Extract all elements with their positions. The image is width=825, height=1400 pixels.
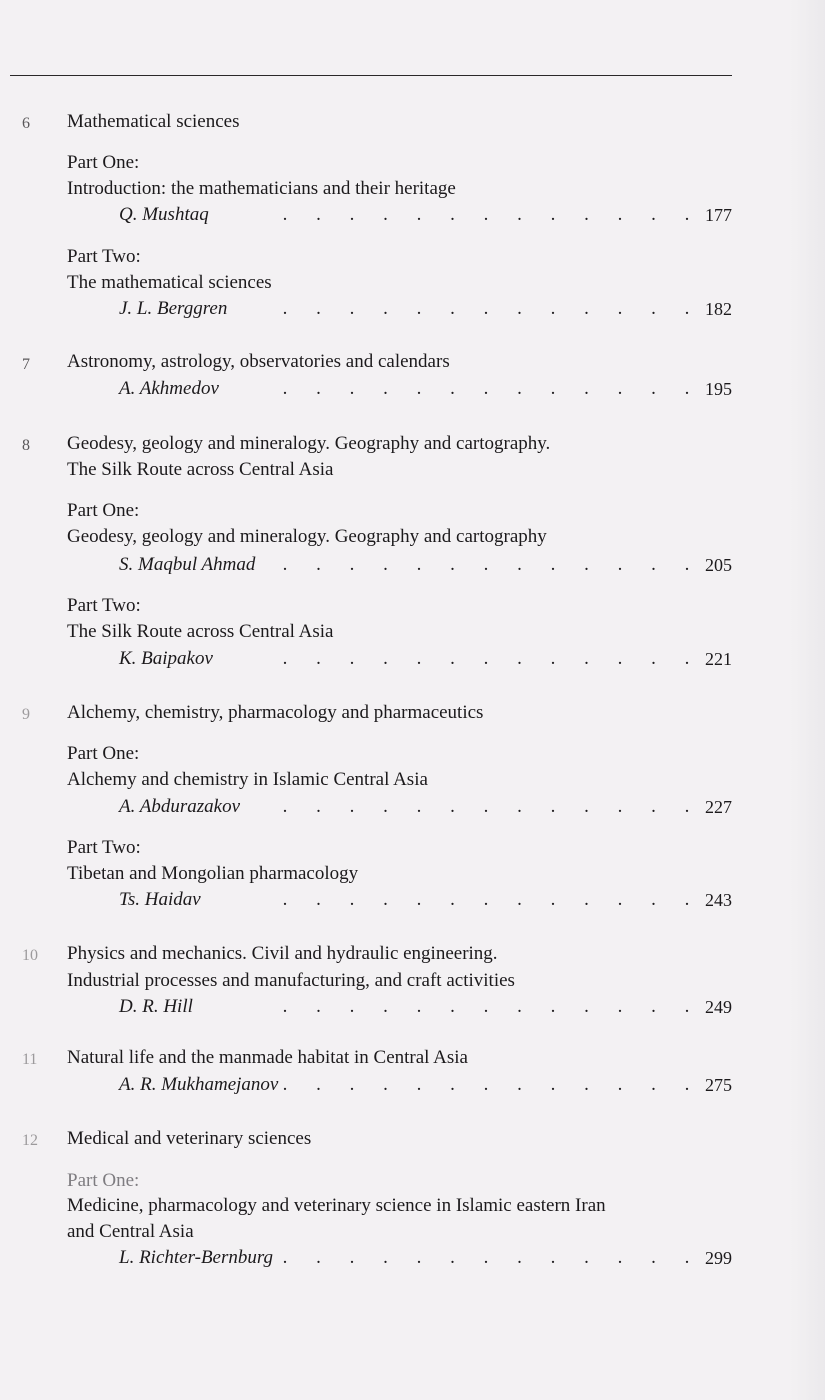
author: A. Abdurazakov xyxy=(119,796,241,817)
top-rule xyxy=(10,75,732,76)
leader-dots xyxy=(242,1073,692,1097)
leader-dot: . xyxy=(684,378,690,399)
leader-dot: . xyxy=(450,796,455,817)
leader-dot: . xyxy=(483,796,489,817)
leader-dot: . xyxy=(684,1074,690,1095)
leader-dot: . xyxy=(617,1074,623,1095)
leader-dot: . xyxy=(282,648,288,669)
leader-dot: . xyxy=(617,204,623,225)
leader-dot: . xyxy=(450,648,455,669)
leader-dot: . xyxy=(584,996,589,1017)
leader-dot: . xyxy=(617,378,623,399)
leader-dot: . xyxy=(483,378,489,399)
chapter-number: 6 xyxy=(22,115,30,132)
leader-dot: . xyxy=(617,554,623,575)
leader-dot: . xyxy=(316,1247,321,1268)
chapter-title-line-1: Physics and mechanics. Civil and hydraulic engineering. xyxy=(67,943,498,964)
leader-dot: . xyxy=(416,996,422,1017)
page-number: 299 xyxy=(705,1248,732,1268)
author: Ts. Haidav xyxy=(119,889,201,910)
leader-dot: . xyxy=(416,554,422,575)
leader-dot: . xyxy=(349,378,355,399)
leader-dot: . xyxy=(282,889,288,910)
part-label: Part One: xyxy=(67,152,140,173)
author: A. R. Mukhamejanov xyxy=(119,1074,279,1095)
leader-dot: . xyxy=(483,648,489,669)
page-number: 205 xyxy=(705,555,732,575)
leader-dot: . xyxy=(651,298,656,319)
part-label: Part Two: xyxy=(67,837,141,858)
leader-dot: . xyxy=(282,996,288,1017)
leader-dot: . xyxy=(584,796,589,817)
leader-dot: . xyxy=(483,204,489,225)
leader-dot: . xyxy=(483,1247,489,1268)
chapter-title: Natural life and the manmade habitat in Central Asia xyxy=(67,1047,468,1068)
leader-dot: . xyxy=(617,996,623,1017)
leader-dots xyxy=(242,888,692,912)
leader-dot: . xyxy=(450,378,455,399)
leader-dots xyxy=(242,377,692,401)
leader-dot: . xyxy=(517,204,522,225)
chapter-number: 9 xyxy=(22,706,30,723)
leader-dot: . xyxy=(316,796,321,817)
page-number: 195 xyxy=(705,379,732,399)
leader-dots xyxy=(242,1246,692,1270)
leader-dot: . xyxy=(550,889,556,910)
leader-dot: . xyxy=(584,298,589,319)
leader-dot: . xyxy=(416,889,422,910)
leader-dot: . xyxy=(651,996,656,1017)
leader-dot: . xyxy=(684,796,690,817)
leader-dot: . xyxy=(617,1247,623,1268)
leader-dot: . xyxy=(651,204,656,225)
leader-dot: . xyxy=(450,554,455,575)
leader-dot: . xyxy=(584,889,589,910)
leader-dot: . xyxy=(416,1247,422,1268)
leader-dot: . xyxy=(349,889,355,910)
chapter-title: Alchemy, chemistry, pharmacology and pharmaceutics xyxy=(67,702,484,723)
leader-dot: . xyxy=(450,1247,455,1268)
leader-dot: . xyxy=(651,796,656,817)
leader-dot: . xyxy=(450,996,455,1017)
leader-dot: . xyxy=(316,1074,321,1095)
leader-dot: . xyxy=(584,554,589,575)
chapter-number: 12 xyxy=(22,1132,38,1149)
leader-dot: . xyxy=(416,204,422,225)
leader-dot: . xyxy=(349,1074,355,1095)
leader-dot: . xyxy=(383,1247,388,1268)
leader-dot: . xyxy=(517,554,522,575)
leader-dot: . xyxy=(517,1074,522,1095)
leader-dot: . xyxy=(416,298,422,319)
leader-dot: . xyxy=(349,1247,355,1268)
leader-dot: . xyxy=(316,648,321,669)
chapter-number: 7 xyxy=(22,356,30,373)
leader-dot: . xyxy=(383,1074,388,1095)
section-title-line-1: Medicine, pharmacology and veterinary science in Islamic eastern Iran xyxy=(67,1195,606,1216)
leader-dots xyxy=(242,553,692,577)
part-label: Part One: xyxy=(67,1170,140,1191)
leader-dot: . xyxy=(483,554,489,575)
leader-dot: . xyxy=(483,996,489,1017)
leader-dot: . xyxy=(349,554,355,575)
leader-dot: . xyxy=(684,554,690,575)
leader-dot: . xyxy=(584,1247,589,1268)
leader-dot: . xyxy=(349,204,355,225)
page-edge-shadow xyxy=(790,0,825,1400)
author: K. Baipakov xyxy=(119,648,213,669)
chapter-title-line-2: The Silk Route across Central Asia xyxy=(67,459,334,480)
leader-dot: . xyxy=(383,889,388,910)
leader-dot: . xyxy=(450,298,455,319)
leader-dot: . xyxy=(517,796,522,817)
author: D. R. Hill xyxy=(119,996,193,1017)
leader-dot: . xyxy=(416,378,422,399)
leader-dot: . xyxy=(282,1247,288,1268)
leader-dot: . xyxy=(483,1074,489,1095)
section-title: The mathematical sciences xyxy=(67,272,272,293)
chapter-title-line-2: Industrial processes and manufacturing, and craft activities xyxy=(67,970,515,991)
leader-dot: . xyxy=(282,298,288,319)
section-title: Geodesy, geology and mineralogy. Geography and cartography xyxy=(67,526,547,547)
leader-dot: . xyxy=(349,298,355,319)
leader-dot: . xyxy=(349,648,355,669)
leader-dot: . xyxy=(684,204,690,225)
leader-dot: . xyxy=(651,889,656,910)
leader-dot: . xyxy=(550,648,556,669)
author: A. Akhmedov xyxy=(119,378,219,399)
leader-dot: . xyxy=(383,204,388,225)
leader-dot: . xyxy=(584,204,589,225)
leader-dot: . xyxy=(651,1074,656,1095)
author: L. Richter-Bernburg xyxy=(119,1247,274,1268)
leader-dot: . xyxy=(517,996,522,1017)
leader-dot: . xyxy=(550,554,556,575)
chapter-title: Mathematical sciences xyxy=(67,111,240,132)
page-number: 275 xyxy=(705,1075,732,1095)
leader-dot: . xyxy=(517,648,522,669)
leader-dot: . xyxy=(383,796,388,817)
leader-dot: . xyxy=(282,378,288,399)
leader-dot: . xyxy=(383,298,388,319)
leader-dot: . xyxy=(450,1074,455,1095)
section-title: Tibetan and Mongolian pharmacology xyxy=(67,863,359,884)
chapter-title-line-1: Geodesy, geology and mineralogy. Geography and cartography. xyxy=(67,433,551,454)
leader-dot: . xyxy=(517,889,522,910)
part-label: Part Two: xyxy=(67,246,141,267)
page-number: 227 xyxy=(705,797,732,817)
section-title-line-2: and Central Asia xyxy=(67,1221,194,1242)
leader-dot: . xyxy=(282,1074,288,1095)
leader-dot: . xyxy=(282,554,288,575)
page-number: 249 xyxy=(705,997,732,1017)
part-label: Part Two: xyxy=(67,595,141,616)
leader-dot: . xyxy=(651,648,656,669)
section-title: Introduction: the mathematicians and their heritage xyxy=(67,178,456,199)
leader-dot: . xyxy=(316,996,321,1017)
leader-dot: . xyxy=(617,889,623,910)
chapter-number: 11 xyxy=(22,1051,38,1068)
leader-dot: . xyxy=(584,378,589,399)
leader-dot: . xyxy=(684,298,690,319)
part-label: Part One: xyxy=(67,500,140,521)
leader-dot: . xyxy=(550,996,556,1017)
author: J. L. Berggren xyxy=(119,298,228,319)
author: Q. Mushtaq xyxy=(119,204,209,225)
leader-dot: . xyxy=(316,889,321,910)
chapter-title: Medical and veterinary sciences xyxy=(67,1128,312,1149)
section-title: The Silk Route across Central Asia xyxy=(67,621,334,642)
leader-dot: . xyxy=(684,996,690,1017)
leader-dots xyxy=(242,203,692,227)
page-number: 243 xyxy=(705,890,732,910)
leader-dot: . xyxy=(651,1247,656,1268)
leader-dot: . xyxy=(383,378,388,399)
part-label: Part One: xyxy=(67,743,140,764)
leader-dot: . xyxy=(416,796,422,817)
leader-dot: . xyxy=(450,889,455,910)
leader-dot: . xyxy=(517,298,522,319)
leader-dot: . xyxy=(617,648,623,669)
leader-dot: . xyxy=(282,796,288,817)
page-number: 221 xyxy=(705,649,732,669)
page-number: 177 xyxy=(705,205,732,225)
leader-dot: . xyxy=(483,298,489,319)
section-title: Alchemy and chemistry in Islamic Central Asia xyxy=(67,769,428,790)
leader-dot: . xyxy=(684,889,690,910)
leader-dot: . xyxy=(282,204,288,225)
leader-dot: . xyxy=(584,648,589,669)
author: S. Maqbul Ahmad xyxy=(119,554,256,575)
leader-dot: . xyxy=(651,554,656,575)
leader-dot: . xyxy=(651,378,656,399)
leader-dot: . xyxy=(617,796,623,817)
leader-dots xyxy=(242,995,692,1019)
leader-dots xyxy=(242,297,692,321)
leader-dot: . xyxy=(450,204,455,225)
leader-dots xyxy=(242,647,692,671)
leader-dot: . xyxy=(517,1247,522,1268)
leader-dot: . xyxy=(617,298,623,319)
leader-dot: . xyxy=(517,378,522,399)
leader-dot: . xyxy=(483,889,489,910)
leader-dot: . xyxy=(383,648,388,669)
leader-dot: . xyxy=(550,298,556,319)
leader-dot: . xyxy=(684,648,690,669)
leader-dot: . xyxy=(316,298,321,319)
leader-dot: . xyxy=(550,1074,556,1095)
leader-dot: . xyxy=(383,996,388,1017)
leader-dot: . xyxy=(349,996,355,1017)
leader-dot: . xyxy=(316,378,321,399)
leader-dot: . xyxy=(684,1247,690,1268)
leader-dots xyxy=(242,795,692,819)
leader-dot: . xyxy=(416,1074,422,1095)
leader-dot: . xyxy=(316,204,321,225)
leader-dot: . xyxy=(349,796,355,817)
leader-dot: . xyxy=(550,378,556,399)
chapter-number: 8 xyxy=(22,437,30,454)
chapter-number: 10 xyxy=(22,947,38,964)
leader-dot: . xyxy=(550,1247,556,1268)
page-number: 182 xyxy=(705,299,732,319)
chapter-title: Astronomy, astrology, observatories and calendars xyxy=(67,351,450,372)
leader-dot: . xyxy=(416,648,422,669)
leader-dot: . xyxy=(550,796,556,817)
leader-dot: . xyxy=(316,554,321,575)
leader-dot: . xyxy=(550,204,556,225)
leader-dot: . xyxy=(584,1074,589,1095)
leader-dot: . xyxy=(383,554,388,575)
